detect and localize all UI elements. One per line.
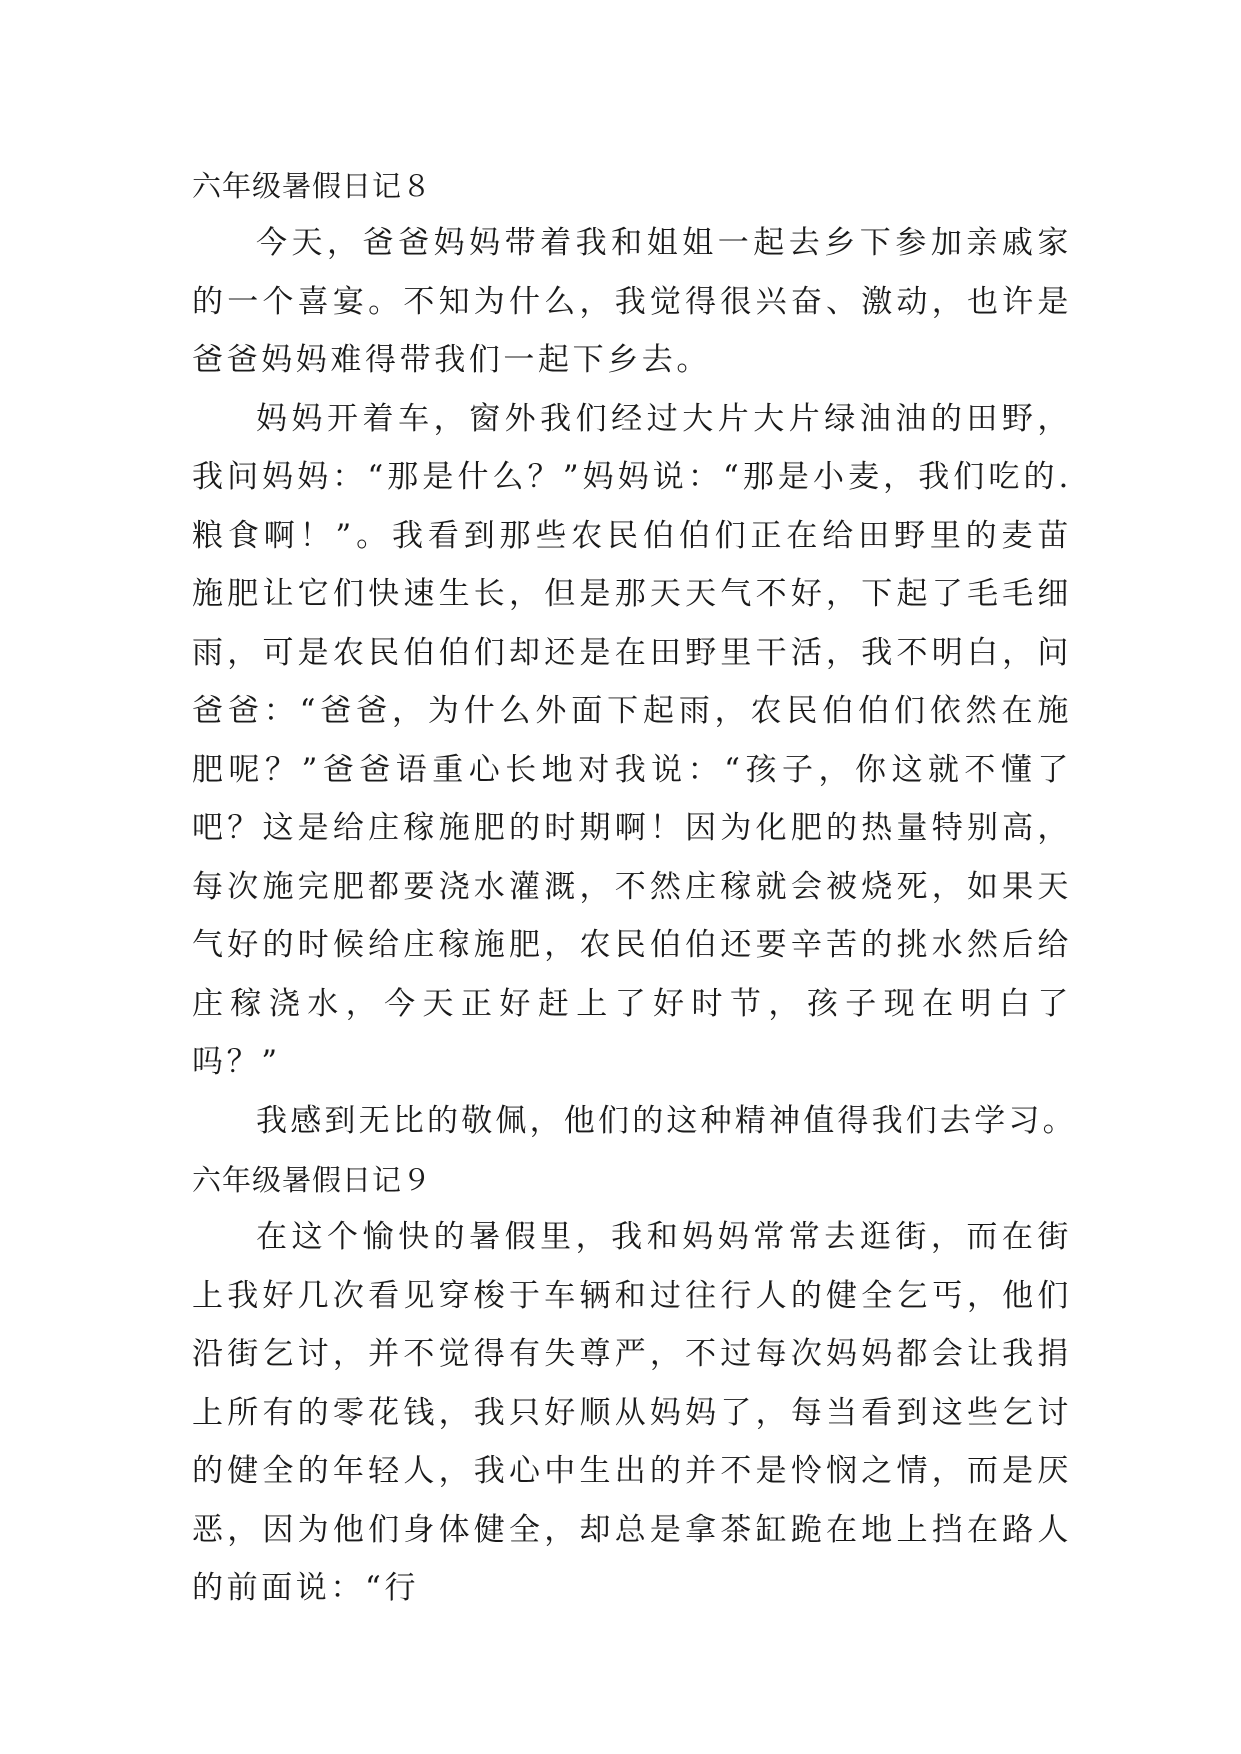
- entry-paragraph: 在这个愉快的暑假里，我和妈妈常常去逛街，而在街上我好几次看见穿梭于车辆和过往行人的健全乞丐，他们沿街乞讨，并不觉得有失尊严，不过每次妈妈都会让我捐上所有的零花钱，我只好顺从妈妈了，每当看到这些乞讨的健全的年轻人，我心中生出的并不是怜悯之情，而是厌恶，因为他们身体健全，却总是拿茶缸跪在地上挡在路人的前面说：“行: [192, 1219, 1072, 1606]
- entry-title: 六年级暑假日记８: [192, 169, 433, 203]
- entry-paragraph: 我感到无比的敬佩，他们的这种精神值得我们去学习。: [256, 1102, 1077, 1139]
- entry-title: 六年级暑假日记９: [192, 1163, 433, 1197]
- entry-paragraph: 今天，爸爸妈妈带着我和姐姐一起去乡下参加亲戚家的一个喜宴。不知为什么，我觉得很兴奋、激动，也许是爸爸妈妈难得带我们一起下乡去。: [192, 225, 1072, 378]
- diary-entry-8: [192, 158, 1077, 1150]
- entry-paragraph: 妈妈开着车，窗外我们经过大片大片绿油油的田野，我问妈妈：“那是什么？”妈妈说：“那是小麦，我们吃的.粮食啊！”。我看到那些农民伯伯们正在给田野里的麦苗施肥让它们快速生长，但是那天天气不好，下起了毛毛细雨，可是农民伯伯们却还是在田野里干活，我不明白，问爸爸：“爸爸，为什么外面下起雨，农民伯伯们依然在施肥呢？”爸爸语重心长地对我说：“孩子，你这就不懂了吧？这是给庄稼施肥的时期啊！因为化肥的热量特别高，每次施完肥都要浇水灌溉，不然庄稼就会被烧死，如果天气好的时候给庄稼施肥，农民伯伯还要辛苦的挑水然后给庄稼浇水，今天正好赶上了好时节，孩子现在明白了吗？”: [192, 400, 1072, 1080]
- diary-entry-9: [192, 1152, 1072, 1618]
